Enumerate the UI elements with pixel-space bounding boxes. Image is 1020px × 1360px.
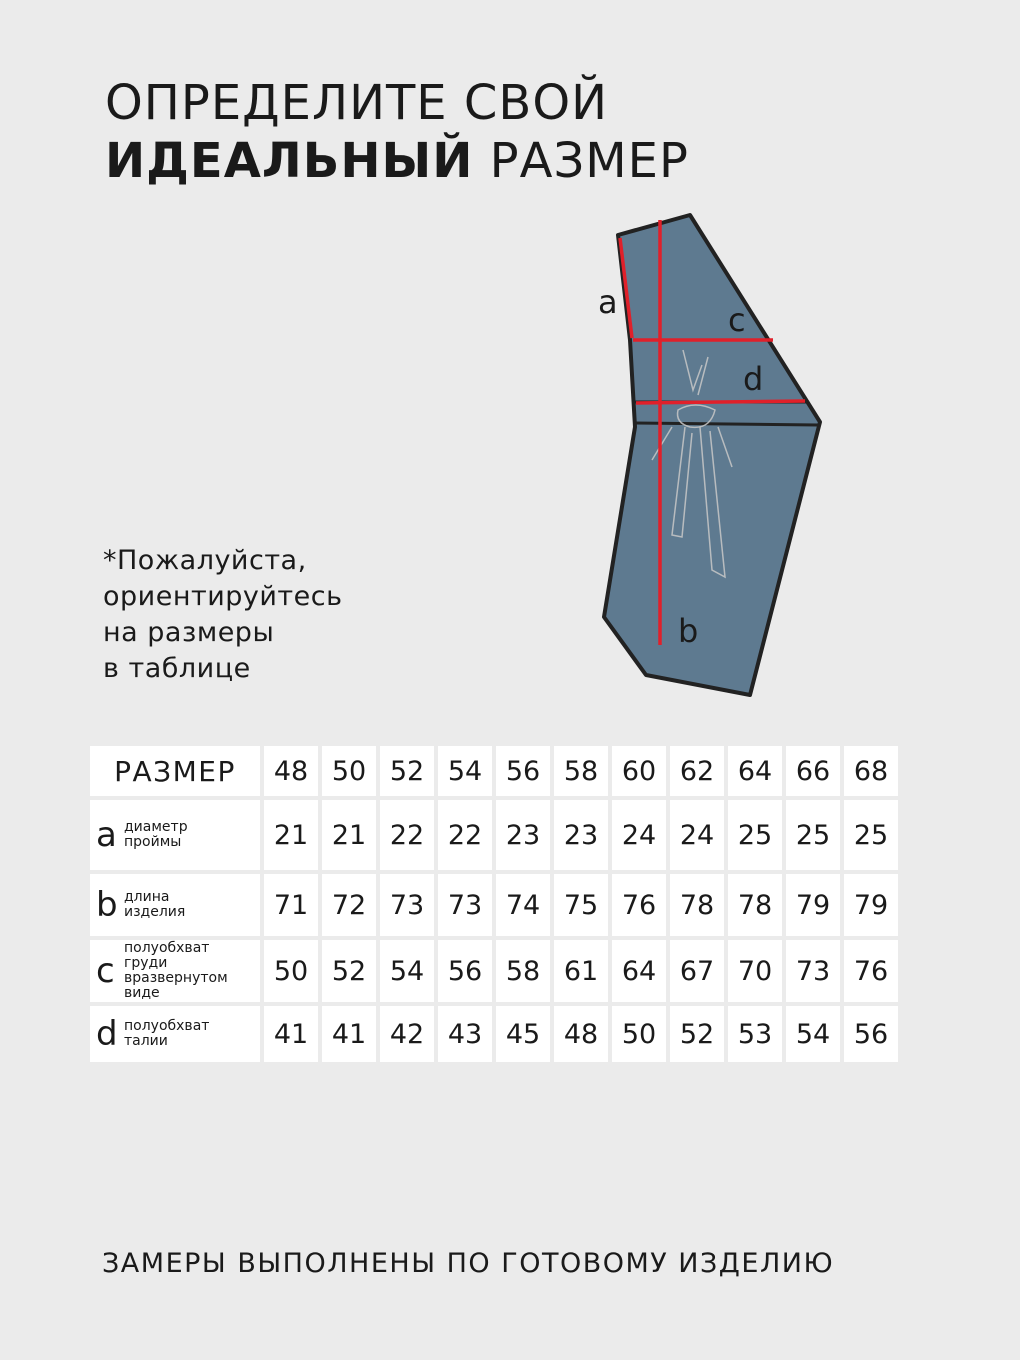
table-header-row bbox=[90, 746, 898, 796]
table-row bbox=[90, 940, 898, 1002]
footer-note: ЗАМЕРЫ ВЫПОЛНЕНЫ ПО ГОТОВОМУ ИЗДЕЛИЮ bbox=[102, 1248, 835, 1279]
label-b: b bbox=[678, 612, 699, 650]
row-letter: d bbox=[96, 1014, 118, 1054]
row-description: полуобхват талии bbox=[124, 1018, 210, 1049]
size-header-cell: 50 bbox=[322, 746, 376, 796]
label-a: a bbox=[598, 283, 618, 321]
row-letter: b bbox=[96, 885, 118, 925]
title-line-2-rest: РАЗМЕР bbox=[489, 133, 689, 189]
value-cell: 42 bbox=[380, 1006, 434, 1062]
value-cell: 67 bbox=[670, 940, 724, 1002]
value-cell: 45 bbox=[496, 1006, 550, 1062]
value-cell: 61 bbox=[554, 940, 608, 1002]
garment-shape bbox=[604, 215, 820, 695]
note-line: *Пожалуйста, bbox=[103, 545, 307, 576]
value-cell: 22 bbox=[380, 800, 434, 870]
table-row bbox=[90, 1006, 898, 1062]
size-header-cell: 62 bbox=[670, 746, 724, 796]
size-header-cell: 66 bbox=[786, 746, 840, 796]
table-row bbox=[90, 874, 898, 936]
label-c: c bbox=[728, 301, 746, 339]
note-line: ориентируйтесь bbox=[103, 581, 343, 612]
value-cell: 24 bbox=[612, 800, 666, 870]
value-cell: 72 bbox=[322, 874, 376, 936]
value-cell: 64 bbox=[612, 940, 666, 1002]
value-cell: 76 bbox=[844, 940, 898, 1002]
value-cell: 52 bbox=[670, 1006, 724, 1062]
size-header-cell: 56 bbox=[496, 746, 550, 796]
value-cell: 75 bbox=[554, 874, 608, 936]
value-cell: 50 bbox=[612, 1006, 666, 1062]
value-cell: 50 bbox=[264, 940, 318, 1002]
value-cell: 48 bbox=[554, 1006, 608, 1062]
title-line-1: ОПРЕДЕЛИТЕ СВОЙ bbox=[105, 75, 609, 131]
size-header-cell: 54 bbox=[438, 746, 492, 796]
value-cell: 71 bbox=[264, 874, 318, 936]
value-cell: 78 bbox=[728, 874, 782, 936]
row-header-d bbox=[90, 1006, 260, 1062]
row-letter: c bbox=[96, 951, 115, 991]
row-description: полуобхват груди вразвернутом виде bbox=[124, 940, 228, 1001]
value-cell: 73 bbox=[438, 874, 492, 936]
size-header-cell: 64 bbox=[728, 746, 782, 796]
value-cell: 56 bbox=[438, 940, 492, 1002]
size-header-label: РАЗМЕР bbox=[90, 746, 260, 796]
size-header-cell: 68 bbox=[844, 746, 898, 796]
value-cell: 23 bbox=[554, 800, 608, 870]
value-cell: 25 bbox=[844, 800, 898, 870]
value-cell: 25 bbox=[728, 800, 782, 870]
note-line: в таблице bbox=[103, 653, 251, 684]
title-bold-word: ИДЕАЛЬНЫЙ bbox=[105, 133, 474, 189]
measure-line-d bbox=[636, 401, 805, 403]
row-header-b bbox=[90, 874, 260, 936]
value-cell: 53 bbox=[728, 1006, 782, 1062]
value-cell: 41 bbox=[264, 1006, 318, 1062]
row-header-a bbox=[90, 800, 260, 870]
label-d: d bbox=[743, 360, 764, 398]
size-header-cell: 60 bbox=[612, 746, 666, 796]
note-line: на размеры bbox=[103, 617, 275, 648]
value-cell: 78 bbox=[670, 874, 724, 936]
value-cell: 73 bbox=[380, 874, 434, 936]
size-table bbox=[86, 742, 902, 1066]
value-cell: 23 bbox=[496, 800, 550, 870]
row-description: длина изделия bbox=[124, 889, 186, 920]
value-cell: 76 bbox=[612, 874, 666, 936]
size-header-cell: 48 bbox=[264, 746, 318, 796]
table-row bbox=[90, 800, 898, 870]
value-cell: 74 bbox=[496, 874, 550, 936]
value-cell: 79 bbox=[844, 874, 898, 936]
value-cell: 54 bbox=[380, 940, 434, 1002]
value-cell: 58 bbox=[496, 940, 550, 1002]
row-description: диаметр проймы bbox=[124, 819, 188, 850]
value-cell: 21 bbox=[322, 800, 376, 870]
size-note bbox=[103, 543, 343, 687]
size-header-cell: 52 bbox=[380, 746, 434, 796]
value-cell: 54 bbox=[786, 1006, 840, 1062]
value-cell: 70 bbox=[728, 940, 782, 1002]
value-cell: 22 bbox=[438, 800, 492, 870]
value-cell: 56 bbox=[844, 1006, 898, 1062]
value-cell: 24 bbox=[670, 800, 724, 870]
page-title bbox=[105, 74, 689, 190]
row-letter: a bbox=[96, 815, 117, 855]
value-cell: 79 bbox=[786, 874, 840, 936]
value-cell: 73 bbox=[786, 940, 840, 1002]
size-header-cell: 58 bbox=[554, 746, 608, 796]
value-cell: 43 bbox=[438, 1006, 492, 1062]
garment-diagram bbox=[590, 205, 830, 700]
value-cell: 21 bbox=[264, 800, 318, 870]
value-cell: 52 bbox=[322, 940, 376, 1002]
value-cell: 25 bbox=[786, 800, 840, 870]
row-header-c bbox=[90, 940, 260, 1002]
value-cell: 41 bbox=[322, 1006, 376, 1062]
